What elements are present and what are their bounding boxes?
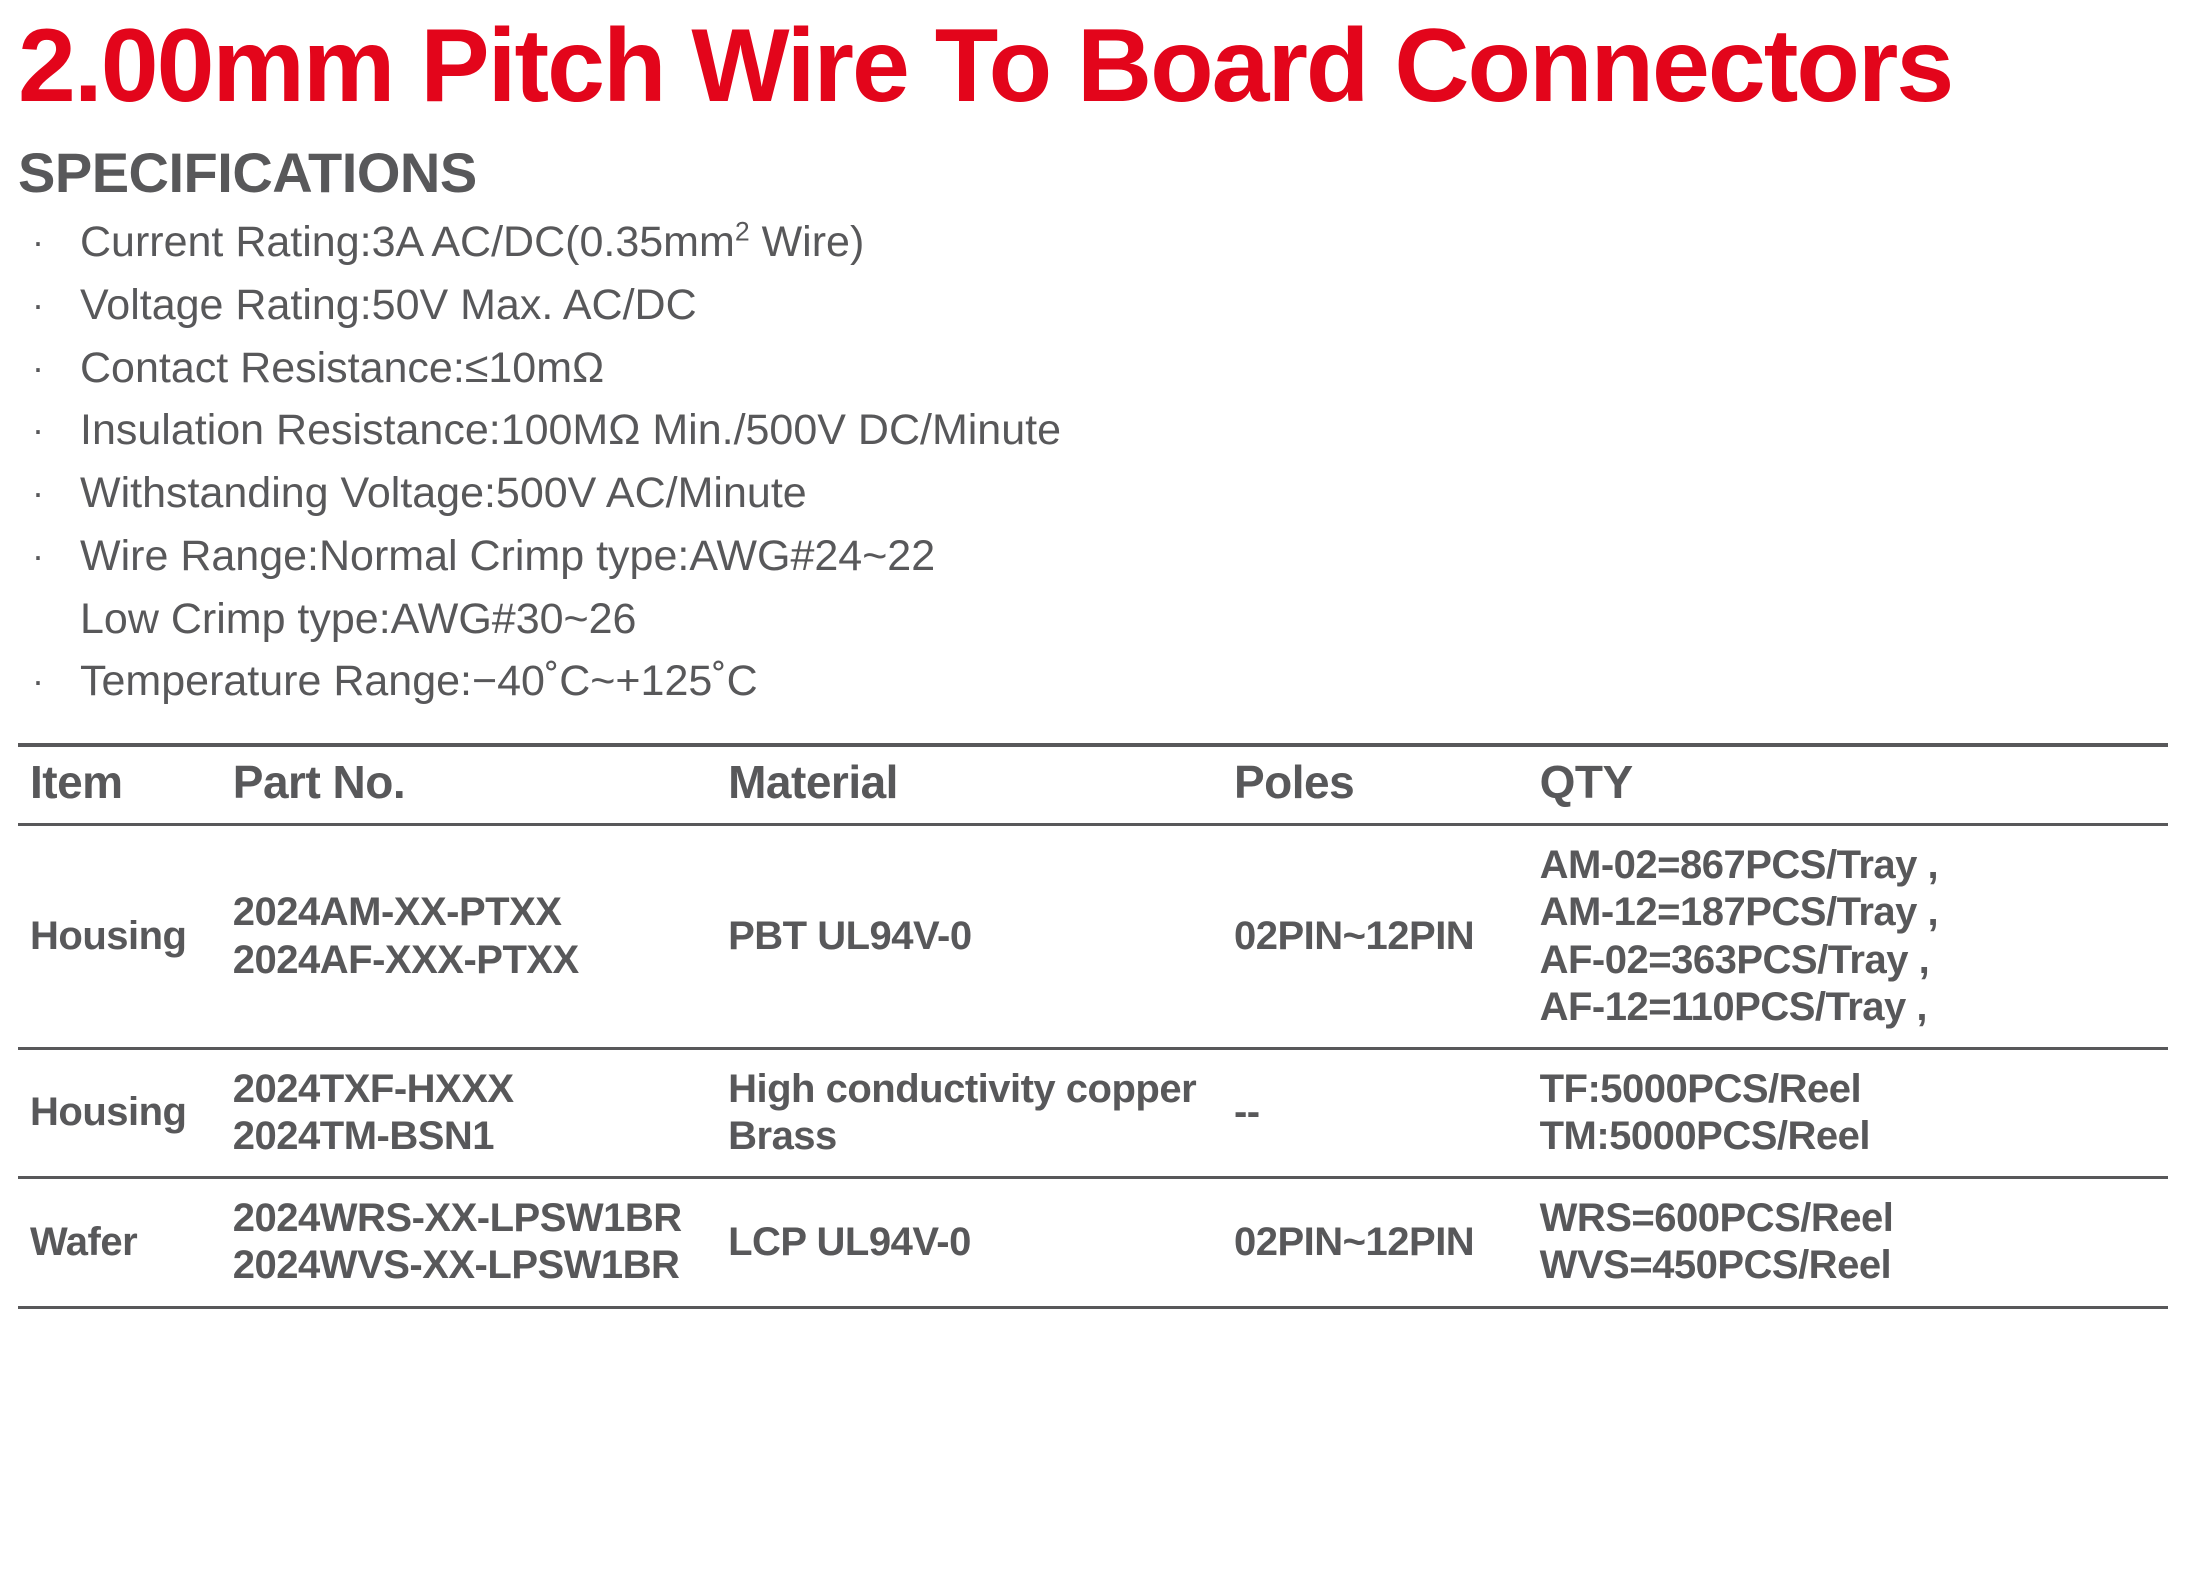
parts-table xyxy=(18,743,2168,1309)
qty-line: AF-12=110PCS/Tray , xyxy=(1539,984,1928,1029)
material-line: PBT UL94V-0 xyxy=(728,913,972,958)
spec-text: Low Crimp type:AWG#30~26 xyxy=(80,594,637,643)
part-no-line: 2024AM-XX-PTXX xyxy=(232,890,562,935)
column-header-material: Material xyxy=(728,756,898,809)
material-line: High conductivity copper xyxy=(728,1066,1197,1111)
qty-line: WVS=450PCS/Reel xyxy=(1539,1243,1892,1288)
cell-material xyxy=(724,1048,1230,1177)
cell-item: Wafer xyxy=(30,1219,138,1264)
cell-part-no xyxy=(229,1048,724,1177)
spec-item-wire-range-continued xyxy=(18,588,2185,651)
spec-superscript: 2 xyxy=(734,216,750,247)
cell-poles: -- xyxy=(1233,1090,1260,1135)
qty-line: AF-02=363PCS/Tray , xyxy=(1539,937,1930,982)
spec-text-pre: Current Rating:3A AC/DC(0.35mm xyxy=(80,218,735,266)
spec-item-current-rating xyxy=(18,211,2185,274)
spec-text: Wire Range:Normal Crimp type:AWG#24~22 xyxy=(80,531,936,580)
cell-part-no xyxy=(229,1178,724,1307)
list-bullet: · xyxy=(32,283,44,325)
table-header xyxy=(18,745,2168,825)
list-bullet: · xyxy=(32,472,44,514)
spec-text: Voltage Rating:50V Max. AC/DC xyxy=(80,280,697,329)
page-title: 2.00mm Pitch Wire To Board Connectors xyxy=(18,8,1953,124)
part-no-line: 2024TM-BSN1 xyxy=(232,1114,495,1159)
part-no-line: 2024WRS-XX-LPSW1BR xyxy=(232,1196,682,1241)
list-bullet: · xyxy=(32,409,44,451)
column-header-qty: QTY xyxy=(1539,756,1633,809)
spec-item-withstanding-voltage xyxy=(18,462,2185,525)
column-header-item: Item xyxy=(30,756,123,809)
list-bullet: · xyxy=(32,221,44,262)
cell-qty xyxy=(1536,1178,2168,1307)
spec-item-insulation-resistance xyxy=(18,399,2185,462)
cell-material xyxy=(724,825,1230,1049)
column-header-poles: Poles xyxy=(1233,756,1355,809)
cell-material xyxy=(724,1178,1230,1307)
qty-line: TM:5000PCS/Reel xyxy=(1539,1114,1871,1159)
spec-text: Temperature Range:−40˚C~+125˚C xyxy=(80,657,758,706)
table-row xyxy=(18,1048,2168,1177)
spec-item-wire-range xyxy=(18,525,2185,588)
spec-text: Contact Resistance:≤10mΩ xyxy=(80,343,605,392)
cell-item: Housing xyxy=(30,913,187,958)
table-row xyxy=(18,825,2168,1049)
table-body xyxy=(18,825,2168,1308)
cell-qty xyxy=(1536,825,2168,1049)
specifications-heading: SPECIFICATIONS xyxy=(18,141,477,204)
cell-part-no xyxy=(229,825,724,1049)
list-bullet: · xyxy=(32,660,44,702)
cell-qty xyxy=(1536,1048,2168,1177)
part-no-line: 2024AF-XXX-PTXX xyxy=(232,937,579,982)
cell-poles: 02PIN~12PIN xyxy=(1233,913,1475,958)
table-row xyxy=(18,1178,2168,1307)
column-header-part-no: Part No. xyxy=(232,756,406,809)
qty-line: AM-12=187PCS/Tray , xyxy=(1539,890,1939,935)
cell-item: Housing xyxy=(30,1090,187,1135)
list-bullet: · xyxy=(32,534,44,576)
qty-line: WRS=600PCS/Reel xyxy=(1539,1196,1894,1241)
material-line: LCP UL94V-0 xyxy=(728,1219,971,1264)
spec-text-post: Wire) xyxy=(749,218,865,266)
spec-item-temperature-range xyxy=(18,650,2185,713)
specifications-list xyxy=(18,211,2185,713)
datasheet-page xyxy=(0,8,2203,1595)
qty-line: TF:5000PCS/Reel xyxy=(1539,1066,1862,1111)
part-no-line: 2024WVS-XX-LPSW1BR xyxy=(232,1243,680,1288)
table-header-row xyxy=(18,745,2168,825)
spec-text: Withstanding Voltage:500V AC/Minute xyxy=(80,469,807,518)
spec-item-contact-resistance xyxy=(18,337,2185,400)
list-bullet: · xyxy=(32,346,44,388)
qty-line: AM-02=867PCS/Tray , xyxy=(1539,843,1939,888)
material-line: Brass xyxy=(728,1114,837,1159)
part-no-line: 2024TXF-HXXX xyxy=(232,1066,514,1111)
spec-item-voltage-rating xyxy=(18,274,2185,337)
spec-text: Insulation Resistance:100MΩ Min./500V DC/Minute xyxy=(80,406,1062,455)
cell-poles: 02PIN~12PIN xyxy=(1233,1219,1475,1264)
